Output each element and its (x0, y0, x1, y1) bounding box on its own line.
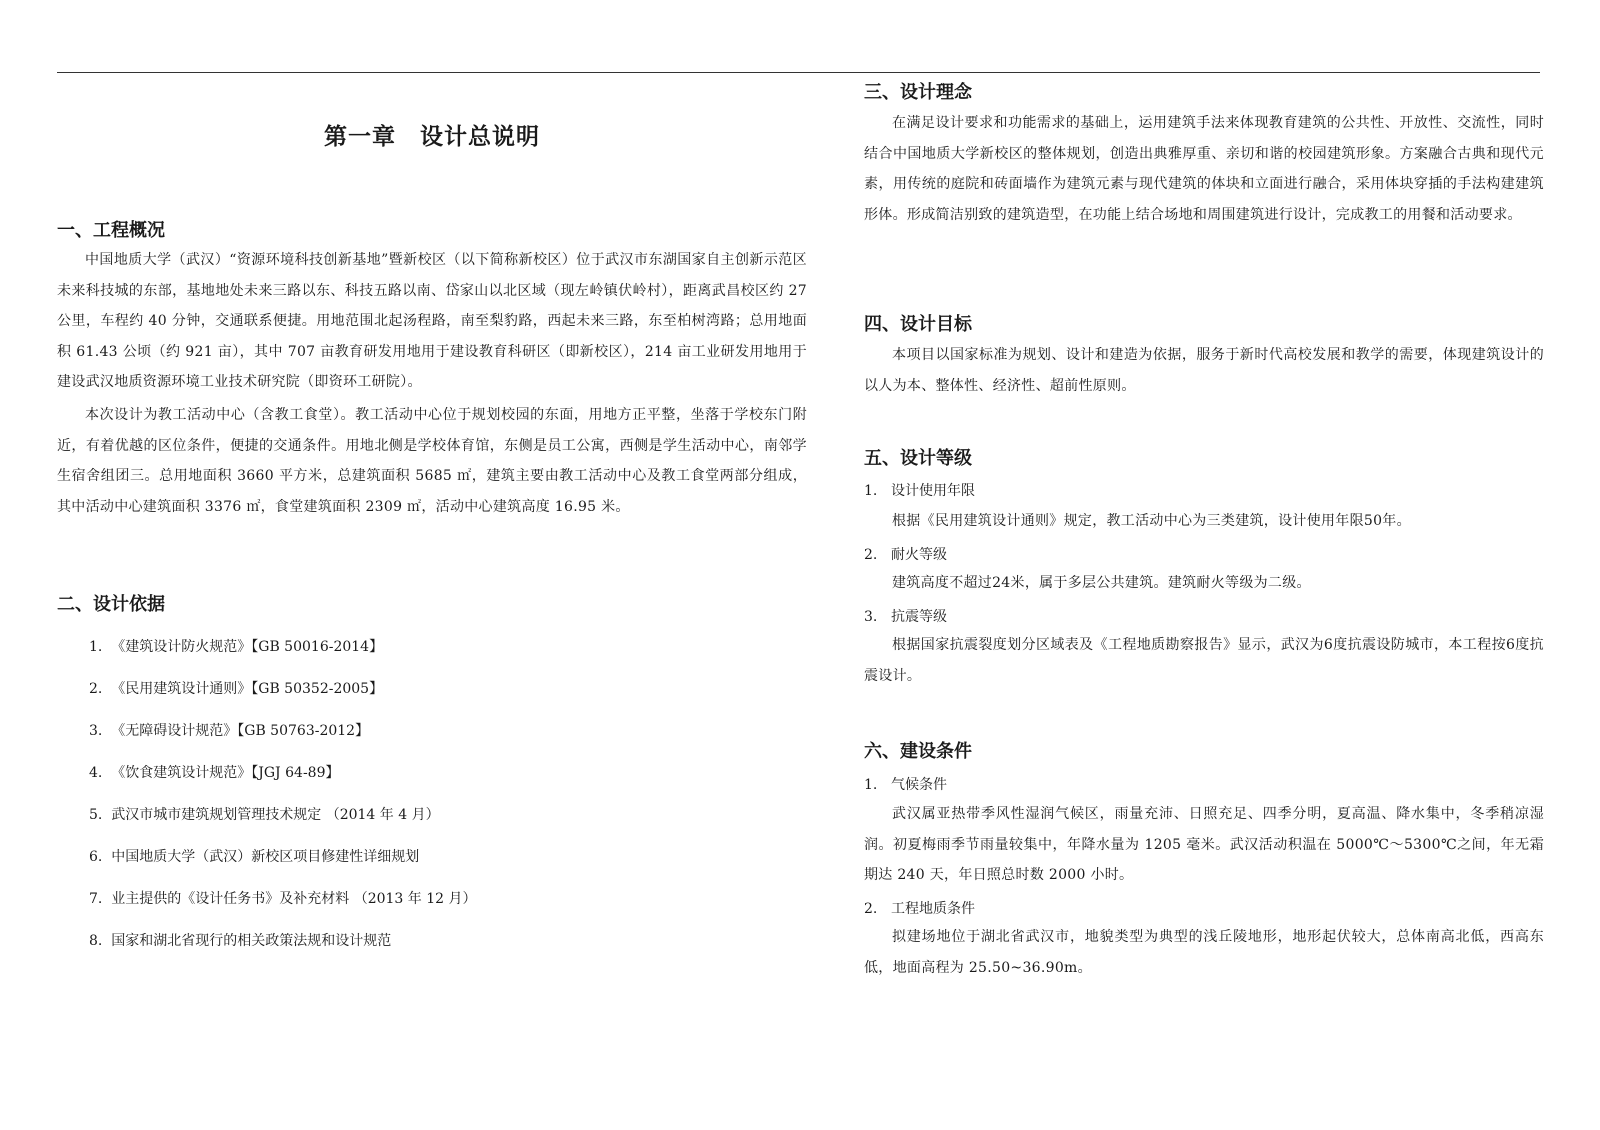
list-item-text: 业主提供的《设计任务书》及补充材料 （2013 年 12 月） (111, 891, 477, 907)
subsection-title: 气候条件 (891, 777, 947, 793)
list-item (89, 637, 383, 657)
list-item-number: 6. (89, 849, 103, 865)
list-item-text: 《饮食建筑设计规范》【JGJ 64-89】 (111, 765, 340, 781)
section-1-paragraph-2: 本次设计为教工活动中心（含教工食堂）。教工活动中心位于规划校园的东面，用地方正平整，坐落于学校东门附近，有着优越的区位条件，便捷的交通条件。用地北侧是学校体育馆，东侧是员工公寓，西侧是学生活动中心，南邻学生宿舍组团三。总用地面积 3660 平方米，总建筑面积 5685 ㎡，建筑主要由教工活动中心及教工食堂两部分组成，其中活动中心建筑面积 3376 ㎡，食堂建筑面积 2309 ㎡，活动中心建筑高度 16.95 米。 (57, 407, 807, 515)
subsection-seismic-rating (864, 607, 947, 627)
header-rule (57, 72, 1540, 73)
section-5-heading: 五、设计等级 (864, 448, 972, 469)
list-item-text: 中国地质大学（武汉）新校区项目修建性详细规划 (111, 849, 420, 865)
section-2-heading: 二、设计依据 (57, 594, 165, 615)
list-item-number: 8. (89, 933, 103, 949)
subsection-paragraph: 拟建场地位于湖北省武汉市，地貌类型为典型的浅丘陵地形，地形起伏较大，总体南高北低，西高东低，地面高程为 25.50~36.90m。 (864, 929, 1544, 976)
section-4-heading: 四、设计目标 (864, 314, 972, 335)
subsection-climate (864, 775, 947, 795)
section-1-paragraph-1: 中国地质大学（武汉）“资源环境科技创新基地”暨新校区（以下简称新校区）位于武汉市东湖国家自主创新示范区未来科技城的东部，基地地处未来三路以东、科技五路以南、岱家山以北区域（现左岭镇伏岭村），距离武昌校区约 27 公里，车程约 40 分钟，交通联系便捷。用地范围北起汤程路，南至梨豹路，西起未来三路，东至柏树湾路；总用地面积 61.43 公顷（约 921 亩），其中 707 亩教育研发用地用于建设教育科研区（即新校区），214 亩工业研发用地用于建设武汉地质资源环境工业技术研究院（即资环工研院）。 (57, 252, 807, 391)
subsection-fire-rating (864, 545, 947, 565)
list-item-text: 《建筑设计防火规范》【GB 50016-2014】 (111, 639, 384, 655)
list-item (89, 847, 419, 867)
section-6-heading: 六、建设条件 (864, 741, 972, 762)
list-item (89, 763, 339, 783)
list-item-number: 1. (89, 639, 103, 655)
subsection-title: 设计使用年限 (891, 483, 975, 499)
subsection-paragraph: 根据《民用建筑设计通则》规定，教工活动中心为三类建筑，设计使用年限50年。 (892, 513, 1411, 529)
list-item-number: 2. (89, 681, 103, 697)
list-item (89, 931, 391, 951)
section-4-paragraph: 本项目以国家标准为规划、设计和建造为依据，服务于新时代高校发展和教学的需要，体现建筑设计的以人为本、整体性、经济性、超前性原则。 (864, 347, 1544, 394)
list-item-text: 国家和湖北省现行的相关政策法规和设计规范 (111, 933, 392, 949)
subsection-paragraph: 建筑高度不超过24米，属于多层公共建筑。建筑耐火等级为二级。 (892, 575, 1311, 591)
subsection-title: 抗震等级 (891, 609, 947, 625)
list-item-number: 5. (89, 807, 103, 823)
subsection-service-life (864, 481, 975, 501)
subsection-geology (864, 899, 975, 919)
subsection-title: 耐火等级 (891, 547, 947, 563)
section-3-heading: 三、设计理念 (864, 82, 972, 103)
list-item (89, 721, 369, 741)
list-item-text: 《民用建筑设计通则》【GB 50352-2005】 (111, 681, 384, 697)
subsection-number: 1. (864, 777, 878, 793)
subsection-number: 1. (864, 483, 878, 499)
subsection-number: 2. (864, 547, 878, 563)
list-item (89, 889, 477, 909)
subsection-title: 工程地质条件 (891, 901, 975, 917)
list-item-number: 3. (89, 723, 103, 739)
list-item-text: 武汉市城市建筑规划管理技术规定 （2014 年 4 月） (111, 807, 440, 823)
subsection-number: 2. (864, 901, 878, 917)
list-item (89, 805, 440, 825)
subsection-number: 3. (864, 609, 878, 625)
list-item (89, 679, 383, 699)
section-1-heading: 一、工程概况 (57, 220, 165, 241)
list-item-number: 4. (89, 765, 103, 781)
list-item-number: 7. (89, 891, 103, 907)
chapter-title: 第一章 设计总说明 (324, 124, 540, 150)
section-3-paragraph: 在满足设计要求和功能需求的基础上，运用建筑手法来体现教育建筑的公共性、开放性、交流性，同时结合中国地质大学新校区的整体规划，创造出典雅厚重、亲切和谐的校园建筑形象。方案融合古典和现代元素，用传统的庭院和砖面墙作为建筑元素与现代建筑的体块和立面进行融合，采用体块穿插的手法构建建筑形体。形成简洁别致的建筑造型，在功能上结合场地和周围建筑进行设计，完成教工的用餐和活动要求。 (864, 115, 1544, 223)
subsection-paragraph: 根据国家抗震裂度划分区域表及《工程地质勘察报告》显示，武汉为6度抗震设防城市，本工程按6度抗震设计。 (864, 637, 1544, 684)
subsection-paragraph: 武汉属亚热带季风性湿润气候区，雨量充沛、日照充足、四季分明，夏高温、降水集中，冬季稍凉湿润。初夏梅雨季节雨量较集中，年降水量为 1205 毫米。武汉活动积温在 5000℃～5300℃之间，年无霜期达 240 天，年日照总时数 2000 小时。 (864, 806, 1544, 884)
list-item-text: 《无障碍设计规范》【GB 50763-2012】 (111, 723, 370, 739)
